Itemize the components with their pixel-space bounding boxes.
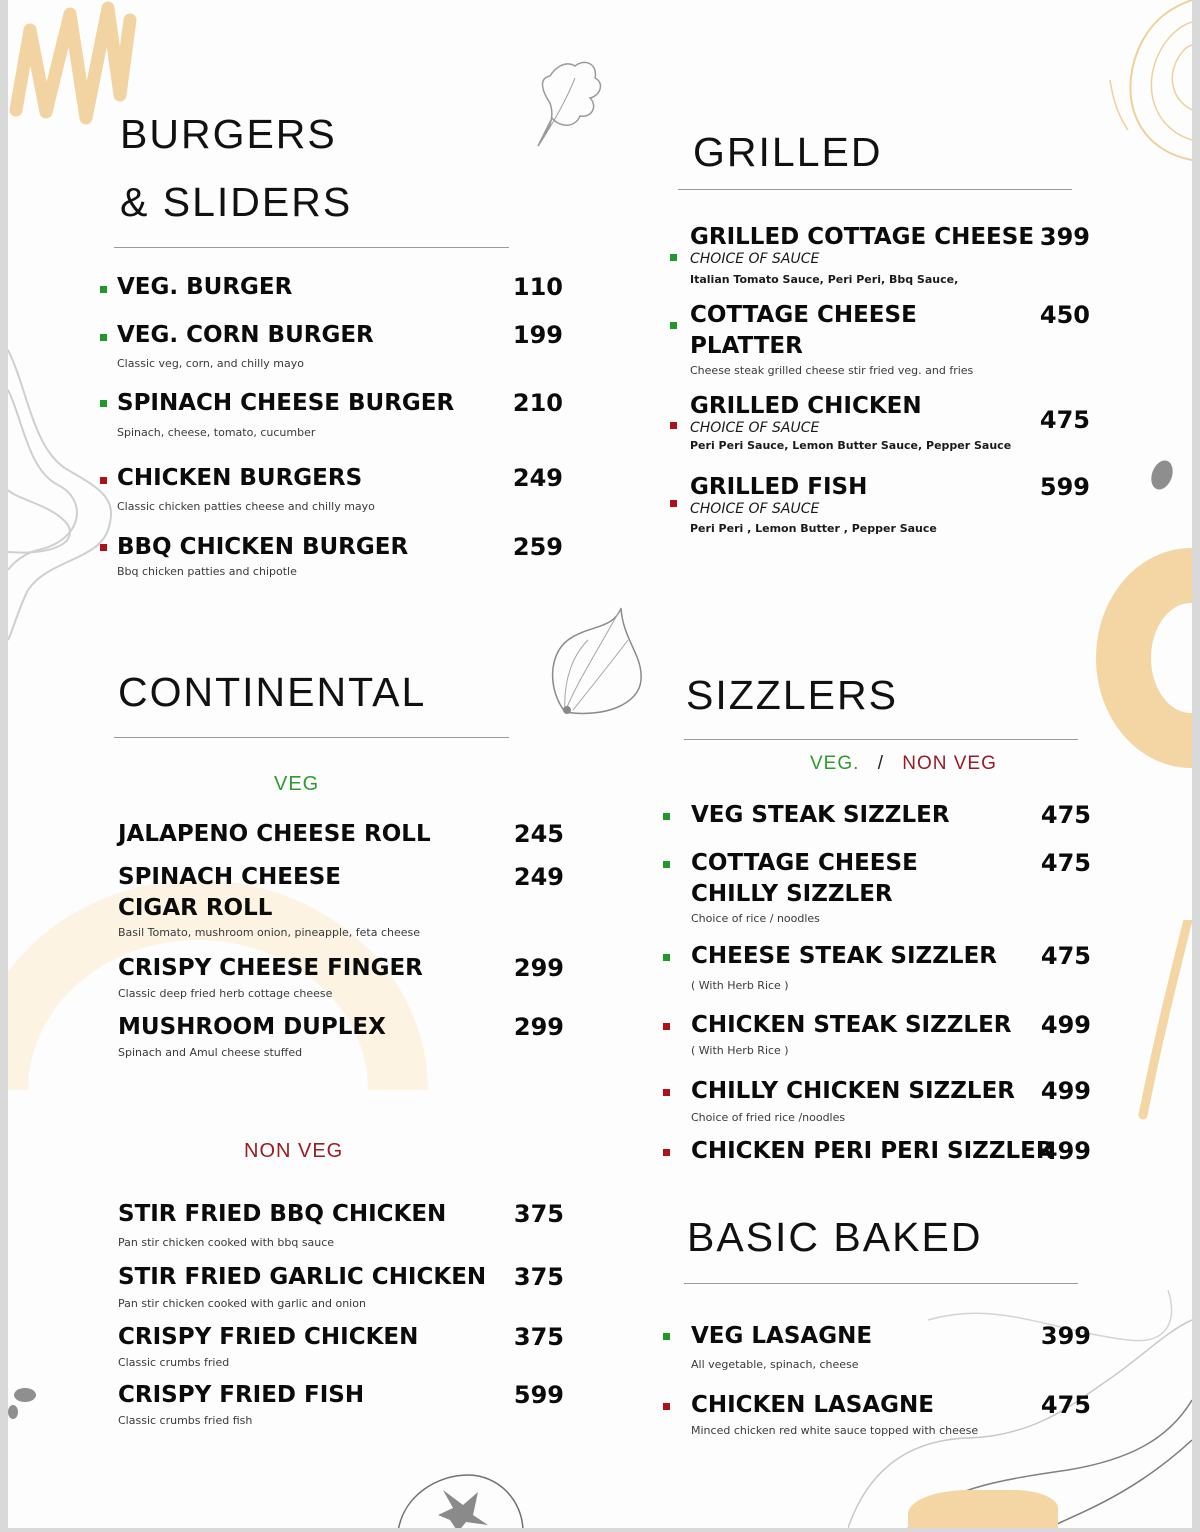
section-title-continental: CONTINENTAL (118, 669, 427, 715)
item-name-line2: CHILLY SIZZLER (691, 881, 893, 907)
item-name: CHICKEN BURGERS (117, 465, 363, 491)
item-price: 110 (512, 273, 563, 301)
item-name: STIR FRIED GARLIC CHICKEN (118, 1264, 487, 1290)
item-name: GRILLED COTTAGE CHEESE (690, 224, 1035, 250)
legend-veg: VEG. (810, 753, 860, 774)
item-description: Choice of rice / noodles (691, 912, 820, 925)
item-price: 475 (1040, 801, 1091, 829)
veg-indicator-icon (663, 861, 670, 868)
item-subtitle: CHOICE OF SAUCE (690, 251, 820, 267)
item-subtitle: CHOICE OF SAUCE (690, 501, 820, 517)
orange-blob-decoration (908, 1490, 1058, 1528)
item-price: 499 (1040, 1077, 1091, 1105)
nonveg-indicator-icon (100, 544, 107, 551)
item-name: CHICKEN LASAGNE (691, 1392, 935, 1418)
leaf-sketch-icon (520, 48, 620, 158)
grey-blob-decoration (1147, 457, 1176, 492)
item-price: 399 (1040, 1322, 1091, 1350)
item-price: 259 (512, 533, 563, 561)
item-description: Spinach and Amul cheese stuffed (118, 1046, 303, 1059)
item-price: 399 (1039, 223, 1090, 251)
item-description: Classic deep fried herb cottage cheese (118, 987, 333, 1000)
item-name: VEG LASAGNE (691, 1323, 873, 1349)
item-name: VEG. BURGER (117, 274, 293, 300)
item-price: 375 (513, 1200, 564, 1228)
grey-dots-decoration-2 (8, 1405, 18, 1419)
item-price: 599 (513, 1381, 564, 1409)
item-name: CRISPY CHEESE FINGER (118, 955, 423, 981)
section-divider (114, 247, 509, 248)
item-name: VEG STEAK SIZZLER (691, 802, 950, 828)
item-name: STIR FRIED BBQ CHICKEN (118, 1201, 447, 1227)
item-price: 475 (1040, 942, 1091, 970)
item-name: SPINACH CHEESE BURGER (117, 390, 455, 416)
item-price: 450 (1039, 301, 1090, 329)
item-name: GRILLED FISH (690, 474, 868, 500)
item-price: 475 (1040, 1391, 1091, 1419)
item-name: MUSHROOM DUPLEX (118, 1014, 386, 1040)
item-description: Classic crumbs fried (118, 1356, 230, 1369)
orange-ring-decoration (1096, 548, 1192, 768)
veg-indicator-icon (670, 254, 677, 261)
onion-sketch-icon (543, 600, 653, 725)
section-title-sizzlers: SIZZLERS (686, 672, 898, 718)
item-description: Classic crumbs fried fish (118, 1414, 253, 1427)
item-price: 249 (513, 863, 564, 891)
item-description: Pan stir chicken cooked with garlic and onion (118, 1297, 366, 1310)
menu-page (8, 0, 1192, 1528)
item-name: GRILLED CHICKEN (690, 393, 922, 419)
veg-indicator-icon (100, 334, 107, 341)
nonveg-indicator-icon (663, 1149, 670, 1156)
item-name: VEG. CORN BURGER (117, 322, 374, 348)
item-description: Italian Tomato Sauce, Peri Peri, Bbq Sauce, (690, 273, 959, 286)
item-price: 475 (1040, 849, 1091, 877)
nonveg-indicator-icon (670, 500, 677, 507)
item-description: Pan stir chicken cooked with bbq sauce (118, 1236, 335, 1249)
nonveg-label: NON VEG (244, 1140, 344, 1162)
veg-indicator-icon (670, 322, 677, 329)
item-price: 475 (1039, 406, 1090, 434)
item-description: Peri Peri , Lemon Butter , Pepper Sauce (690, 522, 937, 535)
item-description: ( With Herb Rice ) (691, 979, 789, 992)
item-price: 249 (512, 464, 563, 492)
item-description: ( With Herb Rice ) (691, 1044, 789, 1057)
grey-line-decoration (8, 330, 118, 650)
item-price: 599 (1039, 473, 1090, 501)
item-description: Classic veg, corn, and chilly mayo (117, 357, 304, 370)
item-name: CHEESE STEAK SIZZLER (691, 943, 997, 969)
legend-separator: / (877, 753, 884, 774)
item-price: 375 (513, 1323, 564, 1351)
item-price: 499 (1040, 1011, 1091, 1039)
section-title-grilled: GRILLED (693, 129, 883, 175)
item-description: Peri Peri Sauce, Lemon Butter Sauce, Pepper Sauce (690, 439, 1012, 452)
item-description: Basil Tomato, mushroom onion, pineapple, feta cheese (118, 926, 421, 939)
section-divider (678, 189, 1072, 190)
item-name: BBQ CHICKEN BURGER (117, 534, 409, 560)
nonveg-indicator-icon (663, 1403, 670, 1410)
item-name: SPINACH CHEESE (118, 864, 341, 890)
veg-indicator-icon (663, 813, 670, 820)
section-title-burgers: BURGERS (120, 111, 337, 157)
item-name: CRISPY FRIED CHICKEN (118, 1324, 419, 1350)
item-name: COTTAGE CHEESE (690, 302, 917, 328)
item-name: JALAPENO CHEESE ROLL (118, 821, 431, 847)
item-price: 199 (512, 321, 563, 349)
item-price: 245 (513, 820, 564, 848)
item-price: 499 (1040, 1137, 1091, 1165)
veg-nonveg-legend (810, 753, 997, 775)
item-name-line2: CIGAR ROLL (118, 895, 273, 921)
item-description: Choice of fried rice /noodles (691, 1111, 846, 1124)
veg-indicator-icon (100, 400, 107, 407)
legend-nonveg: NON VEG (902, 753, 997, 774)
veg-label: VEG (274, 773, 320, 795)
nonveg-indicator-icon (663, 1089, 670, 1096)
item-description: Classic chicken patties cheese and chilly mayo (117, 500, 375, 513)
section-divider (114, 737, 509, 738)
veg-indicator-icon (663, 1333, 670, 1340)
item-subtitle: CHOICE OF SAUCE (690, 420, 820, 436)
veg-indicator-icon (100, 286, 107, 293)
veg-indicator-icon (663, 954, 670, 961)
nonveg-indicator-icon (100, 477, 107, 484)
item-description: Spinach, cheese, tomato, cucumber (117, 426, 316, 439)
section-title-burgers-line2: & SLIDERS (120, 179, 353, 225)
item-description: All vegetable, spinach, cheese (691, 1358, 859, 1371)
item-name: COTTAGE CHEESE (691, 850, 918, 876)
item-price: 299 (513, 954, 564, 982)
tomato-sketch-icon (388, 1470, 528, 1528)
item-price: 299 (513, 1013, 564, 1041)
item-name: CHICKEN STEAK SIZZLER (691, 1012, 1012, 1038)
item-name: CHILLY CHICKEN SIZZLER (691, 1078, 1015, 1104)
item-description: Bbq chicken patties and chipotle (117, 565, 297, 578)
nonveg-indicator-icon (663, 1023, 670, 1030)
grey-dots-decoration (14, 1388, 36, 1402)
nonveg-indicator-icon (670, 422, 677, 429)
item-description: Minced chicken red white sauce topped with cheese (691, 1424, 979, 1437)
item-name: CRISPY FRIED FISH (118, 1382, 365, 1408)
item-price: 375 (513, 1263, 564, 1291)
section-divider (684, 1283, 1078, 1284)
item-name-line2: PLATTER (690, 333, 803, 359)
section-title-baked: BASIC BAKED (687, 1214, 983, 1260)
item-price: 210 (512, 389, 563, 417)
orange-stroke-decoration (1138, 920, 1192, 1120)
item-name: CHICKEN PERI PERI SIZZLER (691, 1138, 1054, 1164)
item-description: Cheese steak grilled cheese stir fried veg. and fries (690, 364, 974, 377)
section-divider (684, 739, 1078, 740)
orange-swirl-decoration (1098, 0, 1192, 170)
